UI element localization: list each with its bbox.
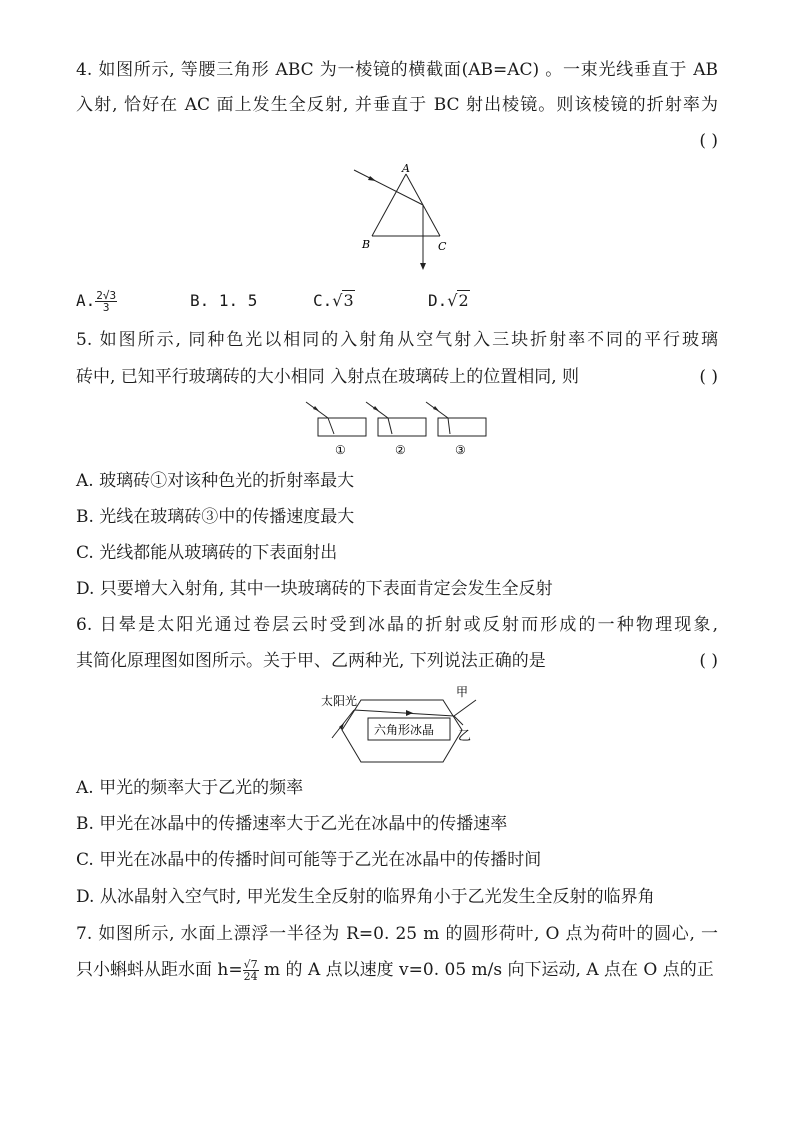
q6-option-d[interactable]: D. 从冰晶射入空气时, 甲光发生全反射的临界角小于乙光发生全反射的临界角: [76, 887, 655, 907]
q4-stem-line1: 4. 如图所示, 等腰三角形 ABC 为一棱镜的横截面(AB=AC) 。一束光线垂直于 AB: [76, 60, 718, 80]
q4-option-b[interactable]: B. 1. 5: [190, 291, 258, 310]
sunlight-label: 太阳光: [321, 694, 358, 708]
q7-h-denominator: 24: [243, 970, 258, 983]
q4-option-d[interactable]: [428, 288, 470, 314]
glass-brick-1: [318, 418, 366, 436]
q4-option-c[interactable]: [313, 288, 355, 314]
crystal-ray-arrow-icon: [406, 710, 413, 716]
ray-in-crystal: [354, 710, 454, 716]
jia-label: 甲: [456, 685, 469, 699]
brick3-refracted-ray: [448, 418, 450, 434]
incident-arrow-icon: [368, 176, 376, 181]
q5-option-d[interactable]: D. 只要增大入射角, 其中一块玻璃砖的下表面肯定会发生全反射: [76, 579, 553, 599]
brick2-arrow-icon: [373, 406, 379, 411]
q7-stem-line1: 7. 如图所示, 水面上漂浮一半径为 R=0. 25 m 的圆形荷叶, O 点为荷叶的圆心, 一: [76, 924, 718, 944]
q4-option-c-radicand: 3: [343, 291, 354, 310]
brick-label-1: ①: [335, 443, 346, 457]
q7-stem-line2: [76, 958, 718, 982]
q5-stem-line1: 5. 如图所示, 同种色光以相同的入射角从空气射入三块折射率不同的平行玻璃: [76, 330, 718, 350]
q6-stem-line2: 其简化原理图如图所示。关于甲、乙两种光, 下列说法正确的是: [76, 651, 546, 671]
q4-option-d-radicand: 2: [458, 291, 469, 310]
glass-brick-3: [438, 418, 486, 436]
q4-prism-figure: [340, 160, 460, 275]
brick1-arrow-icon: [313, 406, 319, 411]
q6-stem-line1: 6. 日晕是太阳光通过卷层云时受到冰晶的折射或反射而形成的一种物理现象,: [76, 615, 718, 635]
q4-option-a-prefix: A.: [76, 291, 96, 310]
q7-stem-line2-start: 只小蝌蚪从距水面 h=: [76, 960, 243, 980]
q6-option-b[interactable]: B. 甲光在冰晶中的传播速率大于乙光在冰晶中的传播速率: [76, 814, 508, 834]
crystal-label: 六角形冰晶: [374, 723, 435, 737]
q4-option-c-prefix: C.: [313, 291, 333, 310]
brick-label-2: ②: [395, 443, 406, 457]
brick2-refracted-ray: [388, 418, 392, 434]
brick1-refracted-ray: [328, 418, 334, 434]
q5-option-a[interactable]: A. 玻璃砖①对该种色光的折射率最大: [76, 471, 355, 491]
glass-brick-2: [378, 418, 426, 436]
q4-options: [76, 288, 718, 318]
q6-answer-paren: ( ): [699, 651, 718, 671]
q7-h-numerator: √7: [243, 958, 258, 971]
q5-glass-bricks-figure: [300, 398, 495, 460]
q5-option-b[interactable]: B. 光线在玻璃砖③中的传播速度最大: [76, 507, 355, 527]
q5-option-c[interactable]: C. 光线都能从玻璃砖的下表面射出: [76, 543, 338, 563]
q4-option-a-denominator: 3: [102, 301, 110, 314]
q6-option-a[interactable]: A. 甲光的频率大于乙光的频率: [76, 778, 304, 798]
q4-option-d-prefix: D.: [428, 291, 448, 310]
brick3-arrow-icon: [433, 406, 439, 411]
prism-side-ab: [372, 174, 406, 236]
jia-ray: [454, 700, 476, 716]
brick-label-3: ③: [455, 443, 466, 457]
q7-h-fraction: [243, 959, 259, 982]
vertex-label-a: A: [402, 162, 410, 175]
q4-stem-line2: 入射, 恰好在 AC 面上发生全反射, 并垂直于 BC 射出棱镜。则该棱镜的折射率为: [76, 95, 718, 115]
q4-option-a[interactable]: [76, 288, 117, 314]
vertex-label-b: B: [362, 238, 371, 251]
q5-stem-line2: 砖中, 已知平行玻璃砖的大小相同 入射点在玻璃砖上的位置相同, 则: [76, 367, 580, 387]
q4-option-a-numerator: 2√3: [96, 289, 117, 302]
exit-arrow-icon: [420, 263, 426, 270]
q4-option-c-sqrt: √3: [332, 291, 354, 310]
q6-ice-crystal-figure: [318, 680, 488, 766]
q7-stem-line2-end: m 的 A 点以速度 v=0. 05 m/s 向下运动, A 点在 O 点的正: [258, 960, 714, 980]
vertex-label-c: C: [438, 240, 447, 253]
q5-answer-paren: ( ): [699, 367, 718, 387]
incident-ray: [354, 170, 423, 205]
q6-option-c[interactable]: C. 甲光在冰晶中的传播时间可能等于乙光在冰晶中的传播时间: [76, 850, 542, 870]
q4-answer-paren: ( ): [699, 131, 718, 151]
q4-option-d-sqrt: √2: [447, 291, 469, 310]
q4-option-a-fraction: [95, 290, 117, 313]
yi-label: 乙: [458, 729, 472, 744]
